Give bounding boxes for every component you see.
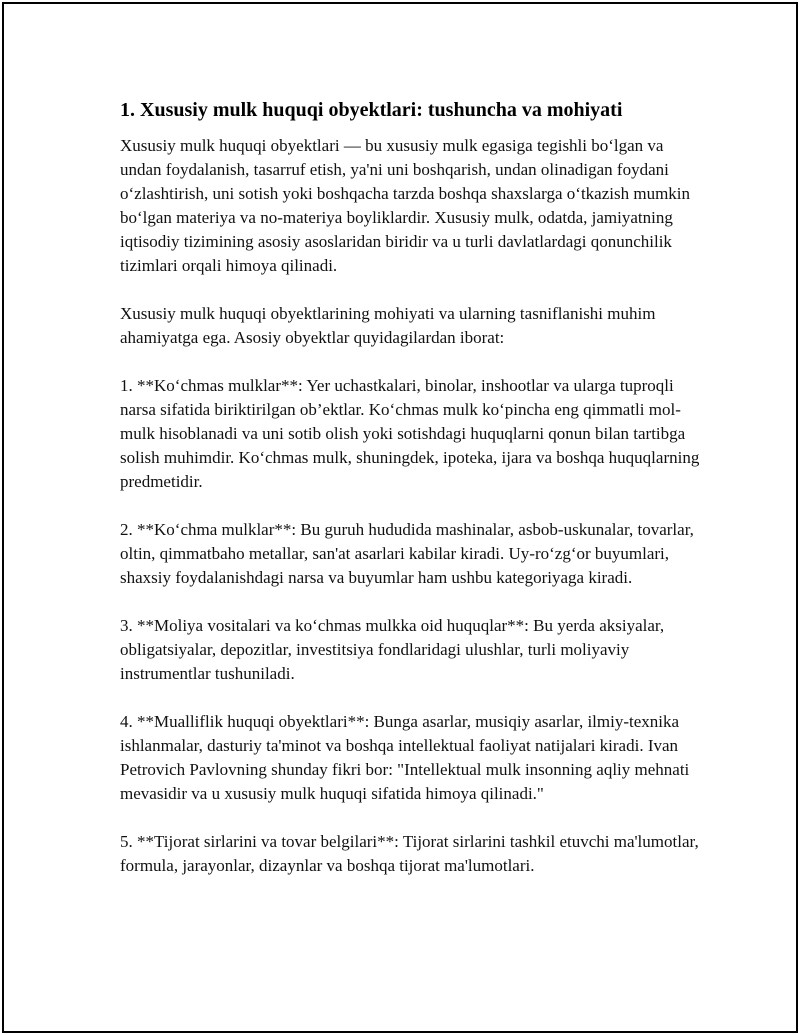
list-item-copyright-objects: 4. **Mualliflik huquqi obyektlari**: Bunga asarlar, musiqiy asarlar, ilmiy-texnika ishlanmalar, dasturiy ta'minot va boshqa intellektual faoliyat natijalari kiradi. Ivan Petrovich Pavlovning shunday fikri bor: "Intellektual mulk insonning aqliy mehnati mevasidir va u xususiy mulk huquqi sifatida himoya qilinadi." bbox=[120, 712, 690, 803]
list-item-trade-secrets: 5. **Tijorat sirlarini va tovar belgilari**: Tijorat sirlarini tashkil etuvchi ma'lumotlar, formula, jarayonlar, dizaynlar va boshqa tijorat ma'lumotlari. bbox=[120, 832, 699, 875]
document-body bbox=[120, 96, 700, 902]
list-item-real-estate: 1. **Ko‘chmas mulklar**: Yer uchastkalari, binolar, inshootlar va ularga tuproqli narsa sifatida biriktirilgan ob’ektlar. Ko‘chmas mulk ko‘pincha eng qimmatli mol-mulk hisoblanadi va uni sotib olish yoki sotishdagi huquqlarni qonun bilan tartibga solish muhimdir. Ko‘chmas mulk, shuningdek, ipoteka, ijara va boshqa huquqlarning predmetidir. bbox=[120, 376, 700, 491]
classification-paragraph: Xususiy mulk huquqi obyektlarining mohiyati va ularning tasniflanishi muhim ahamiyatga ega. Asosiy obyektlar quyidagilardan iborat: bbox=[120, 304, 656, 347]
intro-paragraph: Xususiy mulk huquqi obyektlari — bu xususiy mulk egasiga tegishli bo‘lgan va undan foydalanish, tasarruf etish, ya'ni uni boshqarish, undan olinadigan foydani o‘zlashtirish, uni sotish yoki boshqacha tarzda boshqa shaxslarga o‘tkazish mumkin bo‘lgan materiya va no-materiya boyliklardir. Xususiy mulk, odatda, jamiyatning iqtisodiy tizimining asosiy asoslaridan biridir va u turli davlatlardagi qonunchilik tizimlari orqali himoya qilinadi. bbox=[120, 136, 691, 275]
list-item-movable-property: 2. **Ko‘chma mulklar**: Bu guruh hududida mashinalar, asbob-uskunalar, tovarlar, oltin, qimmatbaho metallar, san'at asarlari kabilar kiradi. Uy-ro‘zg‘or buyumlari, shaxsiy foydalanishdagi narsa va buyumlar ham ushbu kategoriyaga kiradi. bbox=[120, 520, 694, 587]
document-page bbox=[2, 2, 798, 1033]
section-heading: 1. Xususiy mulk huquqi obyektlari: tushuncha va mohiyati bbox=[120, 99, 623, 121]
list-item-financial-instruments: 3. **Moliya vositalari va ko‘chmas mulkka oid huquqlar**: Bu yerda aksiyalar, obligatsiyalar, depozitlar, investitsiya fondlaridagi ulushlar, turli moliyaviy instrumentlar tushuniladi. bbox=[120, 616, 665, 683]
